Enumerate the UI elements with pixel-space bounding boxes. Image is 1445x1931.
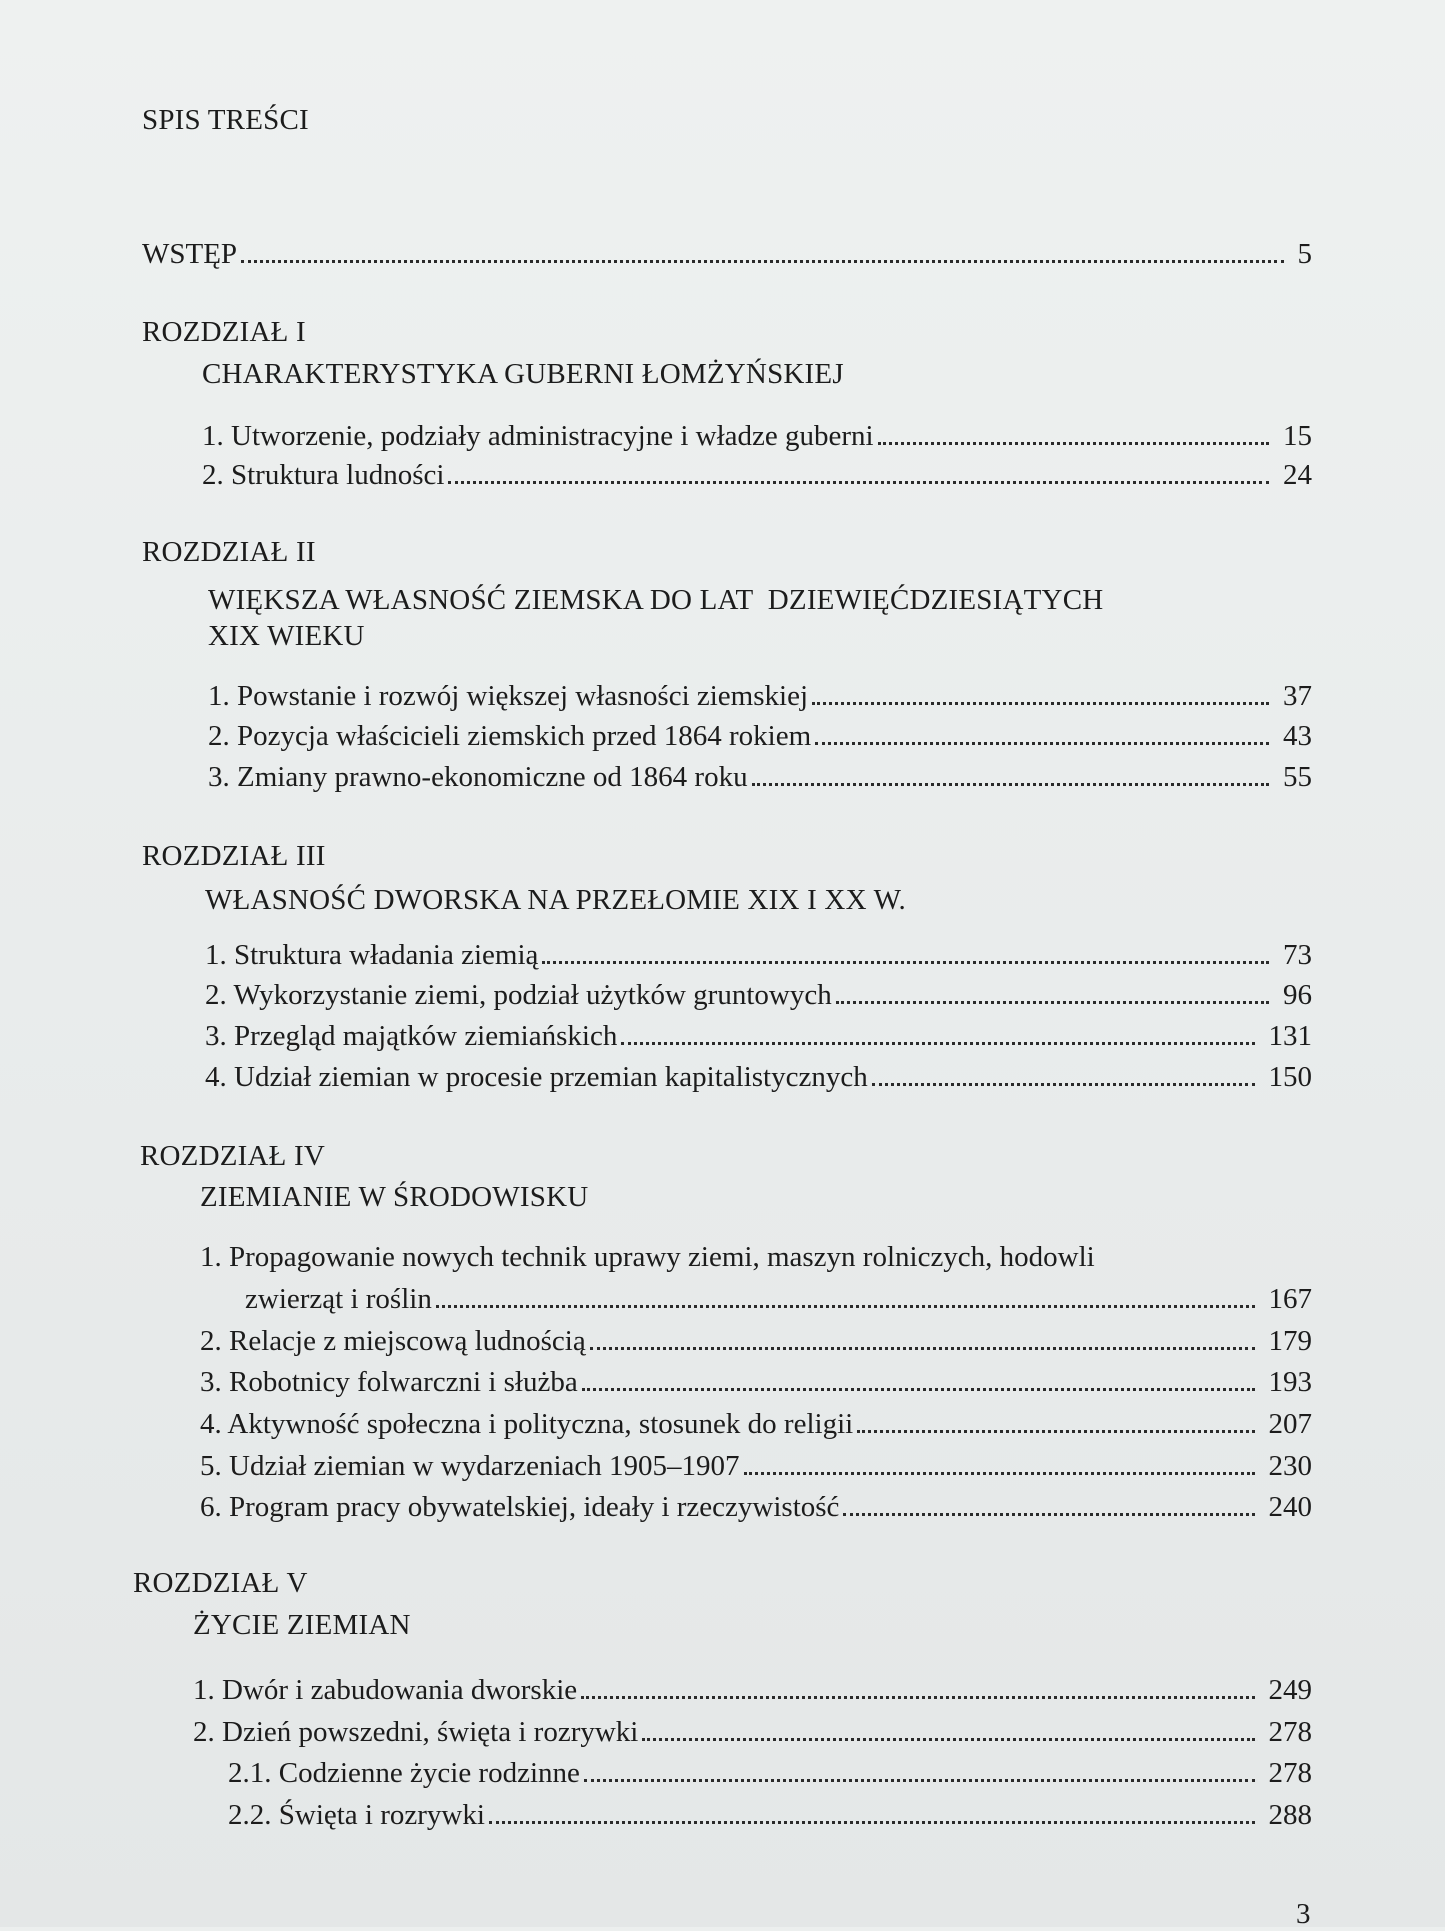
toc-page-number: 73: [1283, 939, 1312, 971]
dot-leader: [542, 939, 1269, 964]
toc-entry-label: 5. Udział ziemian w wydarzeniach 1905–1907: [200, 1450, 740, 1482]
toc-entry: [200, 1366, 1312, 1402]
dot-leader: [815, 720, 1269, 745]
dot-leader: [642, 1716, 1254, 1741]
dot-leader: [448, 459, 1269, 484]
chapter-title: ŻYCIE ZIEMIAN: [193, 1609, 411, 1641]
dot-leader: [241, 238, 1283, 263]
toc-entry: [228, 1799, 1312, 1835]
toc-entry-label: zwierząt i roślin: [245, 1283, 432, 1315]
chapter-title: WŁASNOŚĆ DWORSKA NA PRZEŁOMIE XIX I XX W.: [205, 884, 906, 916]
dot-leader: [584, 1757, 1255, 1782]
toc-entry: [228, 1757, 1312, 1793]
toc-page-number: 230: [1268, 1450, 1312, 1482]
toc-entry-label: 3. Przegląd majątków ziemiańskich: [205, 1020, 618, 1052]
dot-leader: [878, 420, 1269, 445]
dot-leader: [836, 979, 1269, 1004]
chapter-label: ROZDZIAŁ III: [142, 840, 326, 872]
toc-page-number: 131: [1268, 1020, 1312, 1052]
toc-entry-label: 4. Udział ziemian w procesie przemian kapitalistycznych: [205, 1061, 868, 1093]
toc-entry-label: 3. Robotnicy folwarczni i służba: [200, 1366, 578, 1398]
toc-page-number: 5: [1297, 238, 1312, 270]
toc-page-number: 150: [1268, 1061, 1312, 1093]
toc-entry-label: WSTĘP: [142, 238, 238, 270]
toc-entry-label: 1. Utworzenie, podziały administracyjne i władze guberni: [202, 420, 874, 452]
toc-page-number: 179: [1268, 1325, 1312, 1357]
dot-leader: [582, 1366, 1255, 1391]
toc-entry-label: 2.2. Święta i rozrywki: [228, 1799, 485, 1831]
toc-entry-label: 2. Wykorzystanie ziemi, podział użytków gruntowych: [205, 979, 832, 1011]
toc-entry-label: 2. Relacje z miejscową ludnością: [200, 1325, 586, 1357]
toc-entry: [205, 1061, 1312, 1097]
toc-page-number: 193: [1268, 1366, 1312, 1398]
dot-leader: [843, 1491, 1254, 1516]
toc-entry: [200, 1450, 1312, 1486]
toc-entry: [208, 680, 1312, 716]
toc-entry: [193, 1716, 1312, 1752]
toc-entry-label: 1. Dwór i zabudowania dworskie: [193, 1674, 578, 1706]
chapter-title: CHARAKTERYSTYKA GUBERNI ŁOMŻYŃSKIEJ: [202, 358, 844, 390]
toc-entry-label: 3. Zmiany prawno-ekonomiczne od 1864 roku: [208, 761, 748, 793]
toc-entry-label: 6. Program pracy obywatelskiej, ideały i rzeczywistość: [200, 1491, 840, 1523]
toc-entry: [205, 1020, 1312, 1056]
chapter-label: ROZDZIAŁ V: [133, 1567, 308, 1599]
toc-entry-label: 1. Struktura władania ziemią: [205, 939, 539, 971]
toc-entry: [200, 1491, 1312, 1527]
toc-entry-label: 2. Struktura ludności: [202, 459, 445, 491]
toc-page-number: 96: [1283, 979, 1312, 1011]
toc-page-number: 15: [1283, 420, 1312, 452]
toc-entry: [202, 459, 1312, 495]
toc-page-number: 278: [1268, 1757, 1312, 1789]
toc-page-number: 43: [1283, 720, 1312, 752]
toc-entry-label-line: 1. Propagowanie nowych technik uprawy ziemi, maszyn rolniczych, hodowli: [200, 1241, 1095, 1273]
toc-entry: [205, 939, 1312, 975]
toc-entry-label: 4. Aktywność społeczna i polityczna, stosunek do religii: [200, 1408, 854, 1440]
dot-leader: [812, 680, 1269, 705]
toc-entry-label: 2. Pozycja właścicieli ziemskich przed 1864 rokiem: [208, 720, 812, 752]
toc-entry: [200, 1325, 1312, 1361]
toc-title: SPIS TREŚCI: [142, 104, 309, 136]
toc-entry: [200, 1408, 1312, 1444]
dot-leader: [621, 1020, 1254, 1045]
toc-entry: [208, 761, 1312, 797]
toc-entry-label: 2.1. Codzienne życie rodzinne: [228, 1757, 580, 1789]
dot-leader: [744, 1450, 1255, 1475]
toc-entry: [245, 1283, 1312, 1319]
dot-leader: [436, 1283, 1255, 1308]
toc-page-number: 240: [1268, 1491, 1312, 1523]
toc-page-number: 37: [1283, 680, 1312, 712]
toc-entry-intro: [142, 238, 1312, 274]
toc-page-number: 167: [1268, 1283, 1312, 1315]
dot-leader: [489, 1799, 1255, 1824]
dot-leader: [752, 761, 1269, 786]
dot-leader: [857, 1408, 1254, 1433]
chapter-title: ZIEMIANIE W ŚRODOWISKU: [200, 1181, 589, 1213]
toc-entry-label: 2. Dzień powszedni, święta i rozrywki: [193, 1716, 639, 1748]
chapter-label: ROZDZIAŁ IV: [140, 1140, 326, 1172]
toc-page-number: 55: [1283, 761, 1312, 793]
chapter-label: ROZDZIAŁ I: [142, 316, 306, 348]
dot-leader: [590, 1325, 1255, 1350]
dot-leader: [872, 1061, 1255, 1086]
toc-entry: [193, 1674, 1312, 1710]
toc-page-number: 288: [1268, 1799, 1312, 1831]
toc-page-number: 207: [1268, 1408, 1312, 1440]
toc-entry: [205, 979, 1312, 1015]
chapter-title: XIX WIEKU: [208, 620, 365, 652]
dot-leader: [581, 1674, 1254, 1699]
toc-page-number: 249: [1268, 1674, 1312, 1706]
toc-entry-label: 1. Powstanie i rozwój większej własności ziemskiej: [208, 680, 809, 712]
chapter-title: WIĘKSZA WŁASNOŚĆ ZIEMSKA DO LAT DZIEWIĘĆDZIESIĄTYCH: [208, 584, 1104, 616]
toc-entry: [202, 420, 1312, 456]
chapter-label: ROZDZIAŁ II: [142, 536, 316, 568]
toc-page-number: 24: [1283, 459, 1312, 491]
page-number: 3: [1296, 1898, 1311, 1930]
toc-entry: [208, 720, 1312, 756]
toc-page-number: 278: [1268, 1716, 1312, 1748]
